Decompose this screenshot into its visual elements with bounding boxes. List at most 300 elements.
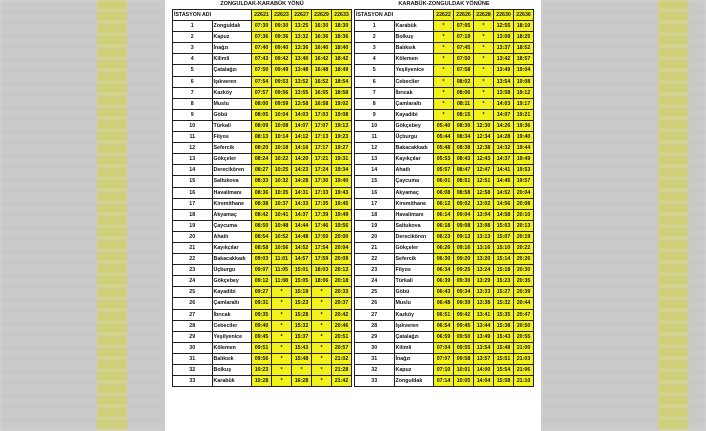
departure-time: 09:35 [252, 309, 272, 320]
row-number: 27 [173, 309, 213, 320]
departure-time: 07:45 [454, 43, 474, 54]
departure-time: 21:00 [514, 342, 534, 353]
table-row [173, 176, 352, 187]
departure-time: 13:54 [474, 342, 494, 353]
station-name: Kölemen [394, 54, 434, 65]
departure-time: 14:56 [494, 198, 514, 209]
departure-time: 06:23 [434, 231, 454, 242]
departure-time: 13:04 [474, 209, 494, 220]
departure-time: 15:18 [494, 265, 514, 276]
departure-time: 05:53 [434, 154, 454, 165]
departure-time: 09:49 [272, 65, 292, 76]
departure-time: 10:18 [272, 143, 292, 154]
departure-time: 19:49 [332, 209, 352, 220]
departure-time: 08:54 [252, 231, 272, 242]
departure-time: 13:24 [474, 265, 494, 276]
departure-time: * [272, 287, 292, 298]
departure-time: * [312, 365, 332, 376]
station-name: İnağzı [212, 43, 252, 54]
departure-time: 17:07 [312, 120, 332, 131]
departure-time: 11:08 [272, 276, 292, 287]
departure-time: * [474, 21, 494, 32]
departure-time: 16:48 [312, 65, 332, 76]
row-number: 31 [173, 353, 213, 364]
row-number: 4 [173, 54, 213, 65]
departure-time: 20:22 [514, 242, 534, 253]
table-row [173, 353, 352, 364]
departure-time: 07:58 [454, 65, 474, 76]
departure-time: * [434, 65, 454, 76]
departure-time: 08:51 [454, 176, 474, 187]
departure-time: * [272, 331, 292, 342]
table-row [173, 331, 352, 342]
departure-time: * [434, 76, 454, 87]
departure-time: 14:52 [292, 242, 312, 253]
departure-time: * [434, 98, 454, 109]
departure-time: 06:59 [434, 331, 454, 342]
departure-time: 09:56 [252, 353, 272, 364]
table-row [173, 87, 352, 98]
departure-time: 14:32 [494, 143, 514, 154]
departure-time: 14:04 [474, 376, 494, 387]
row-number: 1 [173, 21, 213, 32]
departure-time: 07:07 [434, 353, 454, 364]
table-row [355, 132, 534, 143]
departure-time: 19:49 [514, 154, 534, 165]
departure-time: 07:43 [252, 54, 272, 65]
station-name: Kölemen [212, 342, 252, 353]
departure-time: 07:54 [252, 76, 272, 87]
station-name: Akyamaç [394, 187, 434, 198]
departure-time: * [474, 65, 494, 76]
station-name: Muslu [212, 98, 252, 109]
train-number-header: 22622 [434, 10, 454, 21]
departure-time: 10:04 [272, 109, 292, 120]
departure-time: 13:37 [494, 43, 514, 54]
table-row [173, 154, 352, 165]
station-name: Ahatlı [212, 231, 252, 242]
row-number: 30 [355, 342, 395, 353]
blurred-background-left [0, 0, 165, 431]
departure-time: 17:03 [312, 109, 332, 120]
departure-time: 18:36 [332, 32, 352, 43]
departure-time: * [292, 365, 312, 376]
departure-time: 09:25 [454, 265, 474, 276]
row-number: 3 [173, 43, 213, 54]
departure-time: 20:51 [332, 331, 352, 342]
departure-time: 10:35 [272, 187, 292, 198]
table-row [355, 154, 534, 165]
row-number: 23 [173, 265, 213, 276]
departure-time: 17:33 [312, 187, 332, 198]
table-row [173, 43, 352, 54]
departure-time: 13:16 [474, 242, 494, 253]
departure-time: * [434, 32, 454, 43]
row-number: 7 [355, 87, 395, 98]
table-row [173, 165, 352, 176]
departure-time: 21:02 [332, 353, 352, 364]
table-row [355, 21, 534, 32]
departure-time: 13:49 [494, 65, 514, 76]
departure-time: 14:28 [292, 176, 312, 187]
departure-time: * [474, 43, 494, 54]
departure-time: 20:10 [514, 209, 534, 220]
departure-time: 16:40 [312, 43, 332, 54]
departure-time: 08:13 [252, 132, 272, 143]
departure-time: * [474, 54, 494, 65]
departure-time: 16:42 [312, 54, 332, 65]
departure-time: 07:14 [434, 376, 454, 387]
departure-time: 15:48 [292, 353, 312, 364]
station-name: Karabük [212, 376, 252, 387]
departure-time: 15:10 [494, 242, 514, 253]
departure-time: 15:05 [292, 276, 312, 287]
table-row [355, 242, 534, 253]
row-number: 2 [173, 32, 213, 43]
row-number: 22 [173, 254, 213, 265]
station-name: Akyamaç [212, 209, 252, 220]
table-row [173, 365, 352, 376]
departure-time: * [474, 32, 494, 43]
departure-time: 09:59 [272, 98, 292, 109]
departure-time: 20:33 [332, 287, 352, 298]
table-row [355, 331, 534, 342]
station-name: Kapuz [394, 365, 434, 376]
table-row [173, 209, 352, 220]
departure-time: 14:33 [292, 198, 312, 209]
train-number-header: 22630 [494, 10, 514, 21]
departure-time: 15:38 [494, 320, 514, 331]
station-name: Zonguldak [394, 376, 434, 387]
departure-time: * [434, 87, 454, 98]
station-name: Göbü [212, 109, 252, 120]
departure-time: * [272, 376, 292, 387]
departure-time: 19:23 [332, 132, 352, 143]
table-row [173, 309, 352, 320]
departure-time: 13:20 [474, 254, 494, 265]
row-number: 33 [173, 376, 213, 387]
station-name: Derecikören [394, 231, 434, 242]
departure-time: 13:25 [292, 21, 312, 32]
departure-time: 09:07 [252, 265, 272, 276]
departure-time: 10:52 [272, 231, 292, 242]
departure-time: 19:36 [514, 120, 534, 131]
departure-time: 18:10 [514, 21, 534, 32]
departure-time: 10:14 [272, 132, 292, 143]
station-name: Ahatlı [394, 165, 434, 176]
row-number: 14 [355, 165, 395, 176]
departure-time: 05:48 [434, 143, 454, 154]
departure-time: 20:04 [514, 187, 534, 198]
station-name: Kapuz [212, 32, 252, 43]
row-number: 22 [355, 254, 395, 265]
departure-time: 20:26 [514, 254, 534, 265]
departure-time: 17:46 [312, 220, 332, 231]
row-number: 29 [173, 331, 213, 342]
row-number: 13 [355, 154, 395, 165]
table-row [355, 43, 534, 54]
departure-time: 15:58 [494, 376, 514, 387]
departure-time: 13:13 [474, 231, 494, 242]
departure-time: 17:59 [312, 254, 332, 265]
departure-time: * [272, 309, 292, 320]
departure-time: 07:57 [252, 87, 272, 98]
departure-time: 19:17 [514, 98, 534, 109]
table-row [173, 76, 352, 87]
departure-time: 17:50 [312, 231, 332, 242]
table-row [355, 65, 534, 76]
departure-time: 08:11 [454, 98, 474, 109]
departure-time: 08:05 [252, 109, 272, 120]
row-number: 23 [355, 265, 395, 276]
row-number: 5 [173, 65, 213, 76]
row-number: 20 [355, 231, 395, 242]
station-name: Çamlaraltı [212, 298, 252, 309]
departure-time: 15:19 [292, 287, 312, 298]
departure-time: 13:08 [474, 220, 494, 231]
departure-time: 13:29 [474, 276, 494, 287]
table-row [173, 320, 352, 331]
departure-time: 14:52 [494, 187, 514, 198]
station-name: Filyos [394, 265, 434, 276]
departure-time: 19:56 [332, 220, 352, 231]
departure-time: 08:06 [454, 87, 474, 98]
departure-time: 20:46 [332, 320, 352, 331]
departure-time: 10:25 [272, 165, 292, 176]
departure-time: 16:58 [312, 98, 332, 109]
departure-time: 20:19 [514, 231, 534, 242]
departure-time: 20:13 [332, 265, 352, 276]
departure-time: 06:12 [434, 198, 454, 209]
station-name: Işıkveren [212, 76, 252, 87]
departure-time: * [272, 320, 292, 331]
table-row [355, 98, 534, 109]
departure-time: 10:05 [454, 376, 474, 387]
departure-time: 19:21 [514, 109, 534, 120]
departure-time: 09:20 [454, 254, 474, 265]
station-name: Gökçebey [212, 276, 252, 287]
departure-time: * [474, 98, 494, 109]
departure-time: 10:56 [272, 242, 292, 253]
departure-time: 14:00 [474, 365, 494, 376]
departure-time: 16:52 [312, 76, 332, 87]
row-number: 8 [173, 98, 213, 109]
departure-time: 20:35 [514, 276, 534, 287]
departure-time: 15:54 [494, 365, 514, 376]
departure-time: 15:07 [494, 231, 514, 242]
table-row [355, 287, 534, 298]
row-number: 20 [173, 231, 213, 242]
departure-time: 17:21 [312, 154, 332, 165]
departure-time: 10:01 [454, 365, 474, 376]
departure-time: 20:30 [514, 265, 534, 276]
departure-time: 12:30 [474, 120, 494, 131]
departure-time: 15:03 [494, 220, 514, 231]
row-number: 19 [173, 220, 213, 231]
departure-time: 10:32 [272, 176, 292, 187]
table-row [173, 98, 352, 109]
departure-time: 14:12 [292, 132, 312, 143]
row-number: 18 [355, 209, 395, 220]
departure-time: 20:04 [332, 242, 352, 253]
row-number: 14 [173, 165, 213, 176]
station-name: Filyos [212, 132, 252, 143]
departure-time: 15:43 [494, 331, 514, 342]
departure-time: 06:08 [434, 187, 454, 198]
station-name: Kazköy [212, 87, 252, 98]
departure-time: 20:47 [514, 309, 534, 320]
table-row [173, 65, 352, 76]
departure-time: 08:30 [454, 120, 474, 131]
departure-time: 15:01 [292, 265, 312, 276]
departure-time: 15:14 [494, 254, 514, 265]
departure-time: 08:43 [454, 154, 474, 165]
departure-time: 14:16 [292, 143, 312, 154]
departure-time: 09:42 [272, 54, 292, 65]
departure-time: 09:40 [252, 320, 272, 331]
row-number: 7 [173, 87, 213, 98]
departure-time: 06:48 [434, 298, 454, 309]
departure-time: 19:40 [514, 132, 534, 143]
direction-title: ZONGULDAK-KARABÜK YÖNÜ [220, 1, 304, 7]
departure-time: 15:28 [292, 309, 312, 320]
departure-time: 13:54 [494, 76, 514, 87]
row-number: 11 [355, 132, 395, 143]
departure-time: 12:38 [474, 143, 494, 154]
departure-time: 07:50 [252, 65, 272, 76]
departure-time: 19:34 [332, 165, 352, 176]
row-number: 10 [173, 120, 213, 131]
departure-time: 18:06 [312, 276, 332, 287]
row-number: 25 [173, 287, 213, 298]
train-number-header: 22623 [272, 10, 292, 21]
table-row [173, 342, 352, 353]
departure-time: 14:58 [494, 209, 514, 220]
departure-time: 18:52 [514, 43, 534, 54]
header-row [355, 10, 534, 21]
departure-time: 16:28 [292, 376, 312, 387]
departure-time: 09:31 [252, 298, 272, 309]
departure-time: 14:41 [494, 165, 514, 176]
departure-time: 21:10 [514, 376, 534, 387]
departure-time: 18:49 [332, 65, 352, 76]
station-name: Kilimli [212, 54, 252, 65]
departure-time: 08:50 [252, 220, 272, 231]
station-name: İbrıcak [394, 87, 434, 98]
row-number: 11 [173, 132, 213, 143]
departure-time: 20:39 [514, 287, 534, 298]
station-name: Cebeciler [394, 76, 434, 87]
departure-time: * [312, 320, 332, 331]
departure-time: 05:57 [434, 165, 454, 176]
departure-time: 15:23 [292, 298, 312, 309]
table-row [355, 209, 534, 220]
departure-time: 08:47 [454, 165, 474, 176]
row-number: 24 [355, 276, 395, 287]
departure-time: 13:49 [474, 331, 494, 342]
departure-time: 18:03 [312, 265, 332, 276]
departure-time: 14:26 [494, 120, 514, 131]
table-row [355, 320, 534, 331]
departure-time: 18:58 [332, 87, 352, 98]
departure-time: 13:48 [292, 65, 312, 76]
table-row [355, 109, 534, 120]
departure-time: 06:43 [434, 287, 454, 298]
station-name: Işıkveren [394, 320, 434, 331]
departure-time: 19:08 [514, 76, 534, 87]
departure-time: 13:55 [292, 87, 312, 98]
row-number: 6 [173, 76, 213, 87]
departure-time: 09:02 [454, 198, 474, 209]
departure-time: * [312, 376, 332, 387]
departure-time: 19:44 [514, 143, 534, 154]
departure-time: 09:03 [252, 254, 272, 265]
station-name: İbrıcak [212, 309, 252, 320]
table-row [355, 54, 534, 65]
departure-time: 13:41 [474, 309, 494, 320]
departure-time: * [312, 309, 332, 320]
departure-time: 09:53 [272, 76, 292, 87]
row-number: 21 [173, 242, 213, 253]
table-row [173, 254, 352, 265]
departure-time: 12:51 [474, 176, 494, 187]
departure-time: 12:58 [474, 187, 494, 198]
departure-time: 13:33 [474, 287, 494, 298]
departure-time: 14:31 [292, 187, 312, 198]
row-number: 33 [355, 376, 395, 387]
station-name: Karabük [394, 21, 434, 32]
table-row [355, 276, 534, 287]
departure-time: 14:28 [494, 132, 514, 143]
departure-time: 14:23 [292, 165, 312, 176]
departure-time: 21:06 [514, 365, 534, 376]
departure-time: 09:42 [454, 309, 474, 320]
row-number: 28 [355, 320, 395, 331]
row-number: 29 [355, 331, 395, 342]
table-row [173, 54, 352, 65]
departure-time: 15:32 [494, 298, 514, 309]
table-row [173, 231, 352, 242]
departure-time: 07:50 [454, 54, 474, 65]
departure-time: 12:47 [474, 165, 494, 176]
departure-time: 06:01 [434, 176, 454, 187]
departure-time: * [312, 331, 332, 342]
departure-time: 10:28 [252, 376, 272, 387]
station-name: Bolkuş [212, 365, 252, 376]
departure-time: 20:08 [514, 198, 534, 209]
departure-time: * [474, 76, 494, 87]
departure-time: 13:02 [474, 198, 494, 209]
departure-time: 15:43 [292, 342, 312, 353]
table-row [355, 231, 534, 242]
station-name: Kayıkçılar [212, 242, 252, 253]
timetable-karabuk-zonguldak [354, 0, 534, 387]
departure-time: 08:02 [454, 76, 474, 87]
departure-time: * [272, 298, 292, 309]
row-number: 5 [355, 65, 395, 76]
row-number: 30 [173, 342, 213, 353]
departure-time: 09:13 [454, 231, 474, 242]
departure-time: 08:38 [454, 143, 474, 154]
table-row [355, 176, 534, 187]
departure-time: 13:38 [474, 298, 494, 309]
train-number-header: 22633 [332, 10, 352, 21]
row-number: 2 [355, 32, 395, 43]
table-row [355, 376, 534, 387]
station-name: Göbü [394, 287, 434, 298]
departure-time: 08:36 [252, 187, 272, 198]
departure-time: 17:13 [312, 132, 332, 143]
